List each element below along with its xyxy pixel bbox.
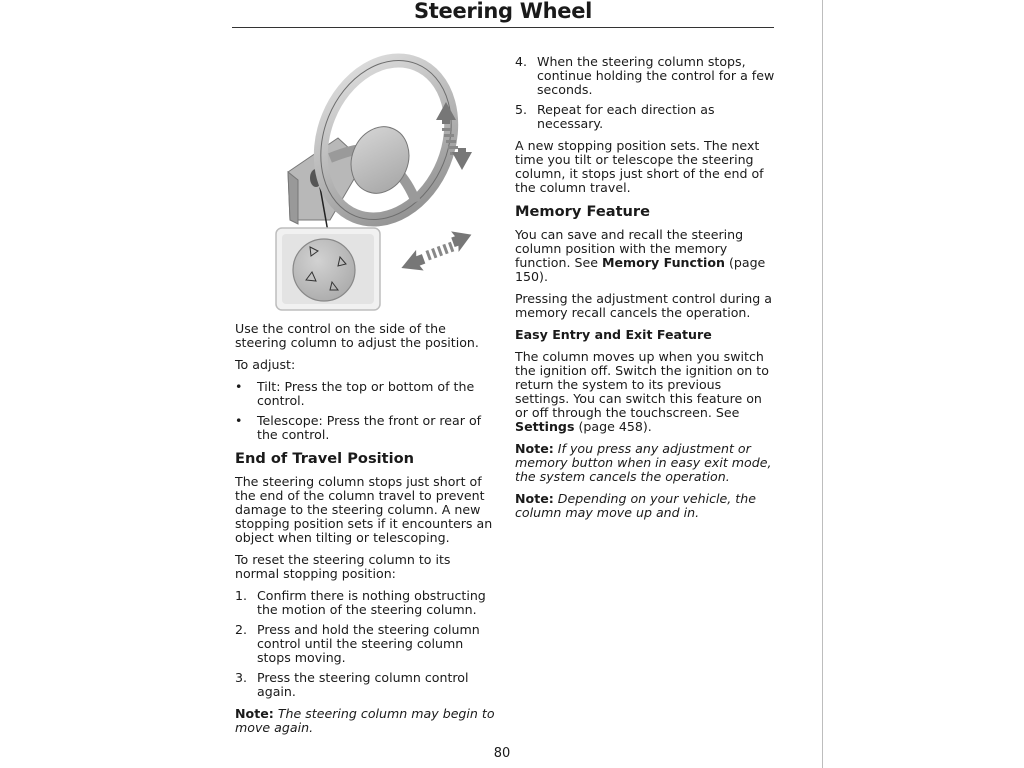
list-item: 4. When the steering column stops, continue holding the control for a few seconds. [515,54,775,97]
page-number: 80 [493,746,511,761]
reset-steps-list-continued [515,55,777,131]
memory-paragraph: You can save and recall the steering column position with the memory function. See Memory Function (page 150). [515,227,766,284]
title-rule [232,27,774,28]
settings-link[interactable]: Settings [515,419,575,434]
to-adjust-label: To adjust: [235,357,296,372]
note-vehicle: Note: Depending on your vehicle, the column may move up and in. [515,491,756,520]
easy-entry-paragraph: The column moves up when you switch the ignition off. Switch the ignition on to return the system to its previous settings. You can switch this feature on or off through the touchscreen. See Settings (page 458). [515,349,769,434]
list-item: • Telescope: Press the front or rear of the control. [235,413,482,442]
heading-end-of-travel: End of Travel Position [235,450,415,467]
list-item: 1. Confirm there is nothing obstructing the motion of the steering column. [235,588,486,617]
right-column [515,55,777,528]
bullet-marker: • [235,413,243,428]
heading-easy-entry: Easy Entry and Exit Feature [515,327,712,342]
adjustment-control-inset [276,228,380,310]
intro-paragraph: Use the control on the side of the steering column to adjust the position. [235,321,479,350]
heading-memory-feature: Memory Feature [515,203,651,220]
end-of-travel-paragraph: The steering column stops just short of the end of the column travel to prevent damage to the steering column. A new stopping position sets if it encounters an object when tilting or telescoping. [235,474,493,545]
adjust-bullet-list [235,380,497,442]
new-stop-paragraph: A new stopping position sets. The next time you tilt or telescope the steering column, it stops just short of the end of the column travel. [515,138,764,195]
list-item: 3. Press the steering column control again. [235,670,469,699]
telescope-arrow-icon [397,225,475,277]
steering-wheel-illustration [268,52,498,316]
list-item: 2. Press and hold the steering column control until the steering column stops moving. [235,622,480,665]
note-column-move: Note: The steering column may begin to move again. [235,706,495,735]
reset-intro-paragraph: To reset the steering column to its normal stopping position: [235,552,451,581]
left-column [235,322,497,743]
memory-function-link[interactable]: Memory Function [601,255,725,270]
memory-cancel-paragraph: Pressing the adjustment control during a memory recall cancels the operation. [515,291,772,320]
page-title: Steering Wheel [413,0,593,23]
list-item: • Tilt: Press the top or bottom of the control. [235,379,475,408]
note-easy-exit: Note: If you press any adjustment or memory button when in easy exit mode, the system cancels the operation. [515,441,772,484]
bullet-marker: • [235,379,243,394]
reset-steps-list [235,589,497,699]
page-edge-rule [822,0,823,768]
list-item: 5. Repeat for each direction as necessary. [515,102,715,131]
